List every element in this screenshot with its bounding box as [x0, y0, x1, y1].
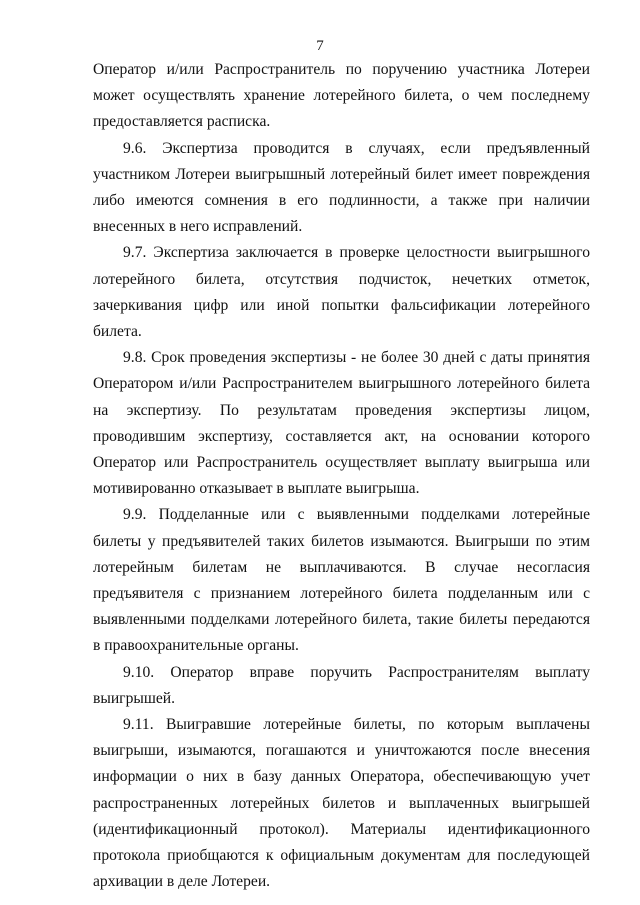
paragraph-9-8: 9.8. Срок проведения экспертизы - не более 30 дней с даты принятия Оператором и/или Распространителем выигрышного лотерейного билета на экспертизу. По результатам проведения экспертизы лицом, проводившим экспертизу, составляется акт, на основании которого Оператор или Распространитель осуществляет выплату выигрыша или мотивированно отказывает в выплате выигрыша. [93, 349, 590, 498]
document-body [93, 57, 590, 896]
page-number: 7 [316, 38, 324, 54]
paragraph-9-10: 9.10. Оператор вправе поручить Распространителям выплату выигрышей. [93, 663, 590, 707]
paragraph-9-6: 9.6. Экспертиза проводится в случаях, если предъявленный участником Лотереи выигрышный лотерейный билет имеет повреждения либо имеются сомнения в его подлинности, а также при наличии внесенных в него исправлений. [93, 139, 590, 236]
paragraph-continuation: Оператор и/или Распространитель по поручению участника Лотереи может осуществлять хранение лотерейного билета, о чем последнему предоставляется расписка. [93, 61, 590, 131]
paragraph-9-7: 9.7. Экспертиза заключается в проверке целостности выигрышного лотерейного билета, отсутствия подчисток, нечетких отметок, зачеркивания цифр или иной попытки фальсификации лотерейного билета. [93, 244, 590, 341]
paragraph-9-11: 9.11. Выигравшие лотерейные билеты, по которым выплачены выигрыши, изымаются, погашаются и уничтожаются после внесения информации о них в базу данных Оператора, обеспечивающую учет распространенных лотерейных билетов и выплаченных выигрышей (идентификационный протокол). Материалы идентификационного протокола приобщаются к официальным документам для последующей архивации в деле Лотереи. [93, 716, 590, 891]
paragraph-9-9: 9.9. Подделанные или с выявленными подделками лотерейные билеты у предъявителей таких билетов изымаются. Выигрыши по этим лотерейным билетам не выплачиваются. В случае несогласия предъявителя с признанием лотерейного билета подделанным или с выявленными подделками лотерейного билета, такие билеты передаются в правоохранительные органы. [93, 506, 590, 655]
